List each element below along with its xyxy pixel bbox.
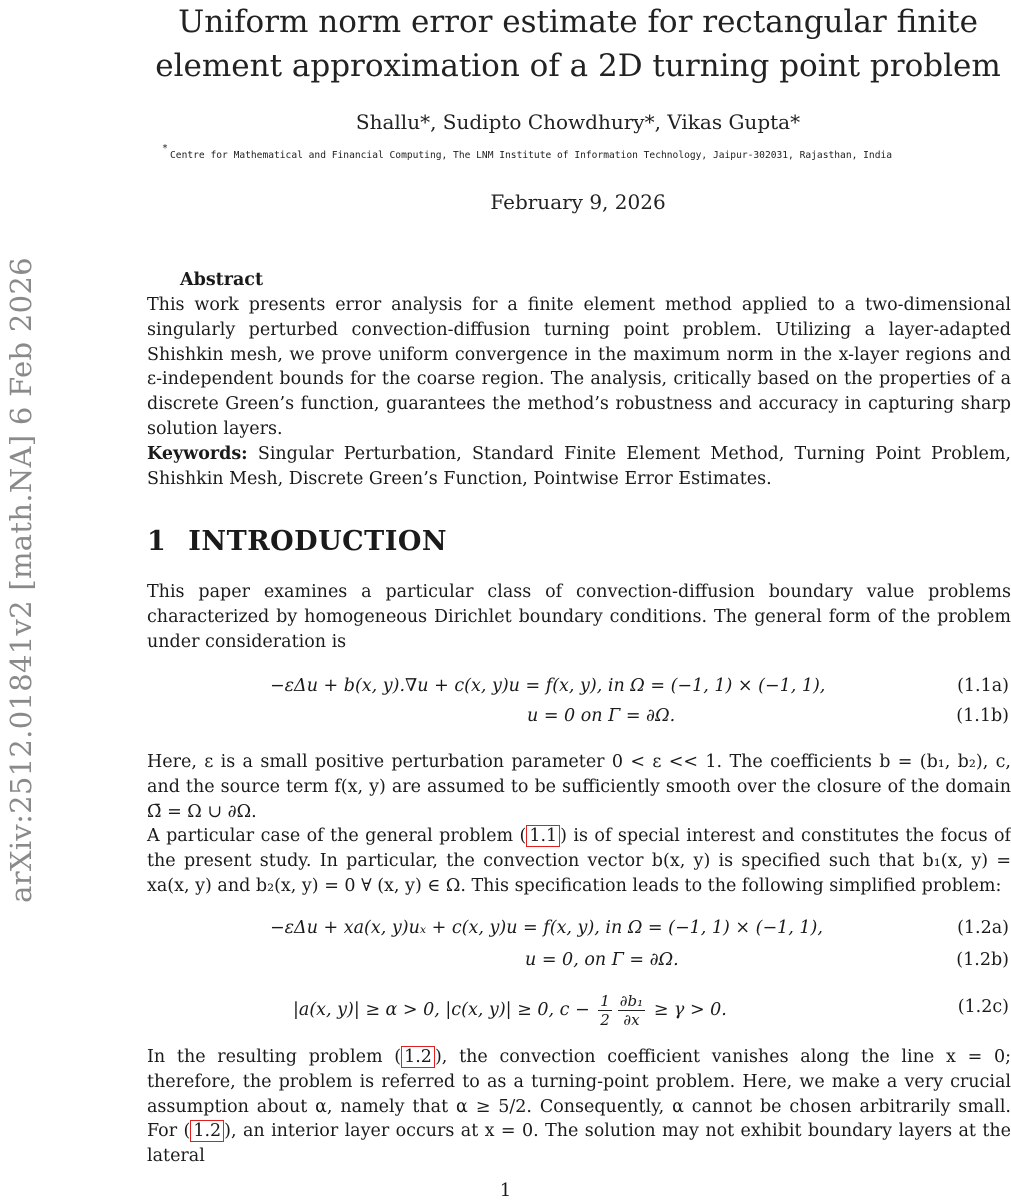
intro-paragraph-2: Here, ε is a small positive perturbation parameter 0 < ε << 1. The coefficients b = (b₁, b₂), c, and the source term f(x, y) are assumed to be sufficiently smooth over the closure of the domain Ω̄ = Ω ∪ ∂Ω. [147,752,1011,822]
keywords-label: Keywords: [147,443,248,464]
paragraph-text: ), an interior layer occurs at x = 0. The solution may not exhibit boundary layers at the lateral [147,1121,1011,1167]
paragraph-text: ) is of special interest and constitutes the focus of the present study. In particular, the convection vector b(x, y) is specified such that b₁(x, y) = xa(x, y) and b₂(x, y) = 0 ∀ (x, y) ∈ Ω. This specification leads to the following simplified problem: [147,826,1011,896]
intro-paragraph-3 [147,824,1011,898]
author-list: Shallu*, Sudipto Chowdhury*, Vikas Gupta* [355,110,801,134]
fraction-half [598,992,612,1029]
equation-tag: (1.2c) [957,997,1009,1017]
equation-body: −εΔu + xa(x, y)uₓ + c(x, y)u = f(x, y), in Ω = (−1, 1) × (−1, 1), [270,918,823,938]
equation-1-1b [147,706,1011,732]
equation-reference-link[interactable]: 1.2 [190,1120,224,1142]
intro-paragraph-1: This paper examines a particular class of convection-diffusion boundary value problems characterized by homogeneous Dirichlet boundary conditions. The general form of the problem under consideration is [147,582,1011,652]
equation-body: u = 0, on Γ = ∂Ω. [525,950,679,970]
equation-left: |a(x, y)| ≥ α > 0, |c(x, y)| ≥ 0, c − [293,1000,590,1020]
equation-tag: (1.2a) [957,918,1009,938]
equation-body [293,992,727,1029]
equation-1-2b [147,950,1011,976]
equation-tag: (1.2b) [956,950,1009,970]
intro-paragraph-4 [147,1045,1011,1169]
equation-tag: (1.1a) [957,676,1009,696]
arxiv-identifier[interactable]: arXiv:2512.01841v2 [math.NA] 6 Feb 2026 [4,257,38,903]
equation-reference-link[interactable]: 1.1 [526,825,560,847]
page-number: 1 [499,1180,512,1201]
abstract-body: This work presents error analysis for a finite element method applied to a two-dimensional singularly perturbed convection-diffusion turning point problem. Utilizing a layer-adapted Shishkin mesh, we prove uniform convergence in the maximum norm in the x-layer regions and ε-independent bounds for the coarse region. The analysis, critically based on the properties of a discrete Green’s function, guarantees the method’s robustness and accuracy in capturing sharp solution layers. [147,295,1011,439]
section-heading [147,526,447,557]
abstract-heading: Abstract [180,270,264,290]
equation-body: −εΔu + b(x, y).∇u + c(x, y)u = f(x, y), in Ω = (−1, 1) × (−1, 1), [270,676,826,696]
equation-tag: (1.1b) [956,706,1009,726]
equation-reference-link[interactable]: 1.2 [401,1046,435,1068]
equation-right: ≥ γ > 0. [653,1000,727,1020]
equation-body: u = 0 on Γ = ∂Ω. [527,706,676,726]
equation-1-2a [147,918,1011,944]
fraction-numerator: 1 [600,992,610,1010]
publication-date: February 9, 2026 [490,190,666,214]
paper-title: Uniform norm error estimate for rectangular finite element approximation of a 2D turning point problem [155,4,1001,84]
section-title: INTRODUCTION [188,526,448,557]
arxiv-side-stamp [2,200,40,960]
fraction-partial [618,992,645,1029]
affiliation [162,143,1002,162]
affiliation-mark: * [162,143,169,154]
fraction-denominator: ∂x [623,1011,640,1029]
paragraph-text: ), the convection coefficient vanishes along the line x = 0; therefore, the problem is referred to as a turning-point problem. Here, we make a very crucial assumption about α, namely that α ≥ 5/2. Consequently, α cannot be chosen arbitrarily small. For ( [147,1047,1011,1142]
equation-1-1a [147,676,1011,702]
paragraph-text: A particular case of the general problem ( [147,826,527,846]
abstract-text [147,293,1011,491]
section-number: 1 [147,526,167,557]
fraction-numerator: ∂b₁ [619,992,644,1010]
fraction-denominator: 2 [600,1011,610,1029]
paragraph-text: In the resulting problem ( [147,1047,402,1067]
equation-1-2c [147,992,1011,1032]
keywords-list: Singular Perturbation, Standard Finite Element Method, Turning Point Problem, Shishkin Mesh, Discrete Green’s Function, Pointwise Error Estimates. [147,443,1011,489]
affiliation-text: Centre for Mathematical and Financial Computing, The LNM Institute of Information Technology, Jaipur-302031, Rajasthan, India [170,150,893,162]
